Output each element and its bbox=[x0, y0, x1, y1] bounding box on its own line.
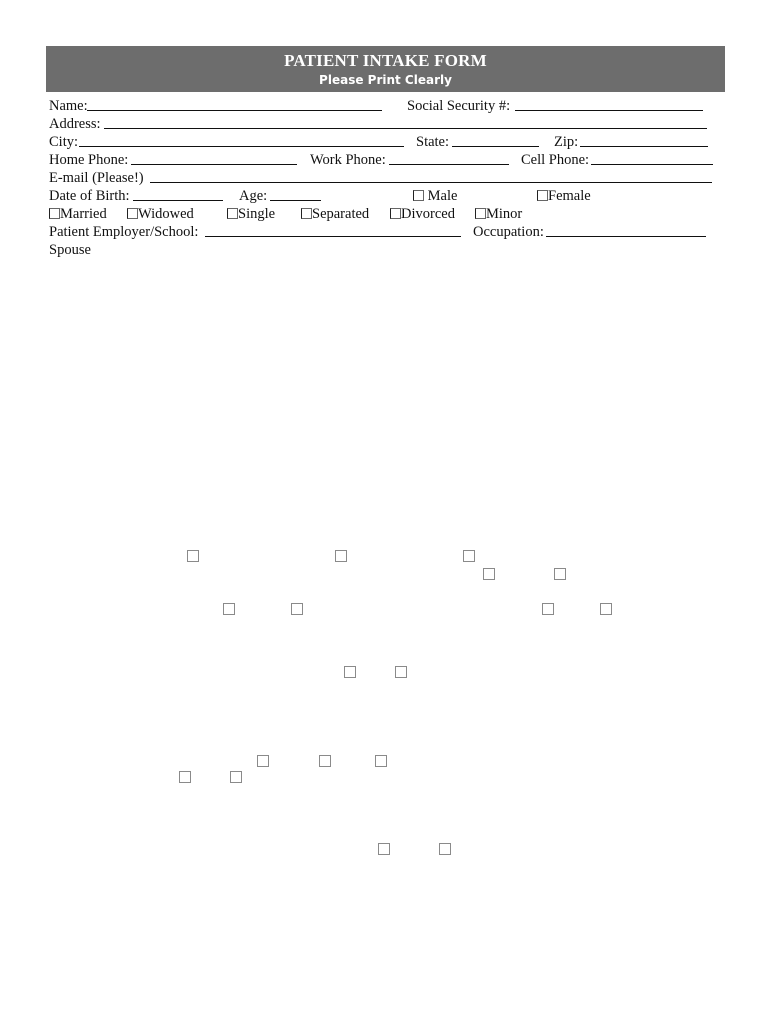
city-label: City: bbox=[49, 134, 79, 150]
home-phone-field[interactable] bbox=[131, 151, 297, 170]
separated-label: Separated bbox=[312, 206, 370, 222]
city-field[interactable] bbox=[79, 133, 404, 152]
checkbox[interactable] bbox=[230, 771, 242, 783]
checkbox[interactable] bbox=[483, 568, 495, 580]
divorced-option[interactable] bbox=[390, 205, 455, 223]
dob-label: Date of Birth: bbox=[49, 188, 130, 204]
checkbox[interactable] bbox=[291, 603, 303, 615]
spouse-label: Spouse bbox=[49, 242, 91, 258]
checkbox[interactable] bbox=[375, 755, 387, 767]
cell-phone-field[interactable] bbox=[591, 151, 713, 170]
zip-field[interactable] bbox=[580, 133, 708, 152]
married-checkbox[interactable] bbox=[49, 208, 60, 219]
single-label: Single bbox=[238, 206, 276, 222]
checkbox[interactable] bbox=[439, 843, 451, 855]
checkbox[interactable] bbox=[319, 755, 331, 767]
male-checkbox[interactable] bbox=[413, 190, 424, 201]
widowed-checkbox[interactable] bbox=[127, 208, 138, 219]
work-phone-label: Work Phone: bbox=[310, 152, 386, 168]
checkbox[interactable] bbox=[395, 666, 407, 678]
name-field[interactable] bbox=[87, 97, 382, 116]
employer-field[interactable] bbox=[205, 223, 461, 242]
name-label: Name: bbox=[49, 98, 88, 114]
employer-label: Patient Employer/School: bbox=[49, 224, 199, 240]
male-option[interactable] bbox=[413, 187, 457, 205]
female-label: Female bbox=[548, 188, 591, 204]
zip-label: Zip: bbox=[554, 134, 579, 150]
widowed-label: Widowed bbox=[138, 206, 194, 222]
divorced-checkbox[interactable] bbox=[390, 208, 401, 219]
dob-field[interactable] bbox=[133, 187, 223, 206]
minor-checkbox[interactable] bbox=[475, 208, 486, 219]
checkbox[interactable] bbox=[600, 603, 612, 615]
male-label: Male bbox=[427, 188, 458, 204]
minor-label: Minor bbox=[486, 206, 523, 222]
checkbox[interactable] bbox=[463, 550, 475, 562]
age-field[interactable] bbox=[270, 187, 321, 206]
form-title: PATIENT INTAKE FORM bbox=[284, 51, 487, 70]
checkbox[interactable] bbox=[187, 550, 199, 562]
single-option[interactable] bbox=[227, 205, 275, 223]
email-label: E-mail (Please!) bbox=[49, 170, 144, 186]
address-field[interactable] bbox=[104, 115, 707, 134]
female-checkbox[interactable] bbox=[537, 190, 548, 201]
state-field[interactable] bbox=[452, 133, 539, 152]
cell-phone-label: Cell Phone: bbox=[521, 152, 590, 168]
checkbox[interactable] bbox=[257, 755, 269, 767]
checkbox[interactable] bbox=[335, 550, 347, 562]
address-label: Address: bbox=[49, 116, 101, 132]
form-header-banner bbox=[46, 46, 725, 92]
female-option[interactable] bbox=[537, 187, 591, 205]
divorced-label: Divorced bbox=[401, 206, 455, 222]
checkbox[interactable] bbox=[554, 568, 566, 580]
checkbox[interactable] bbox=[179, 771, 191, 783]
separated-option[interactable] bbox=[301, 205, 369, 223]
widowed-option[interactable] bbox=[127, 205, 194, 223]
checkbox[interactable] bbox=[542, 603, 554, 615]
work-phone-field[interactable] bbox=[389, 151, 509, 170]
separated-checkbox[interactable] bbox=[301, 208, 312, 219]
state-label: State: bbox=[416, 134, 450, 150]
occupation-field[interactable] bbox=[546, 223, 706, 242]
occupation-label: Occupation: bbox=[473, 224, 544, 240]
checkbox[interactable] bbox=[344, 666, 356, 678]
single-checkbox[interactable] bbox=[227, 208, 238, 219]
married-label: Married bbox=[60, 206, 107, 222]
age-label: Age: bbox=[239, 188, 268, 204]
home-phone-label: Home Phone: bbox=[49, 152, 129, 168]
form-subtitle: Please Print Clearly bbox=[319, 73, 452, 87]
email-field[interactable] bbox=[150, 169, 712, 188]
married-option[interactable] bbox=[49, 205, 107, 223]
minor-option[interactable] bbox=[475, 205, 522, 223]
checkbox[interactable] bbox=[223, 603, 235, 615]
ssn-label: Social Security #: bbox=[407, 98, 511, 114]
ssn-field[interactable] bbox=[515, 97, 703, 116]
checkbox[interactable] bbox=[378, 843, 390, 855]
